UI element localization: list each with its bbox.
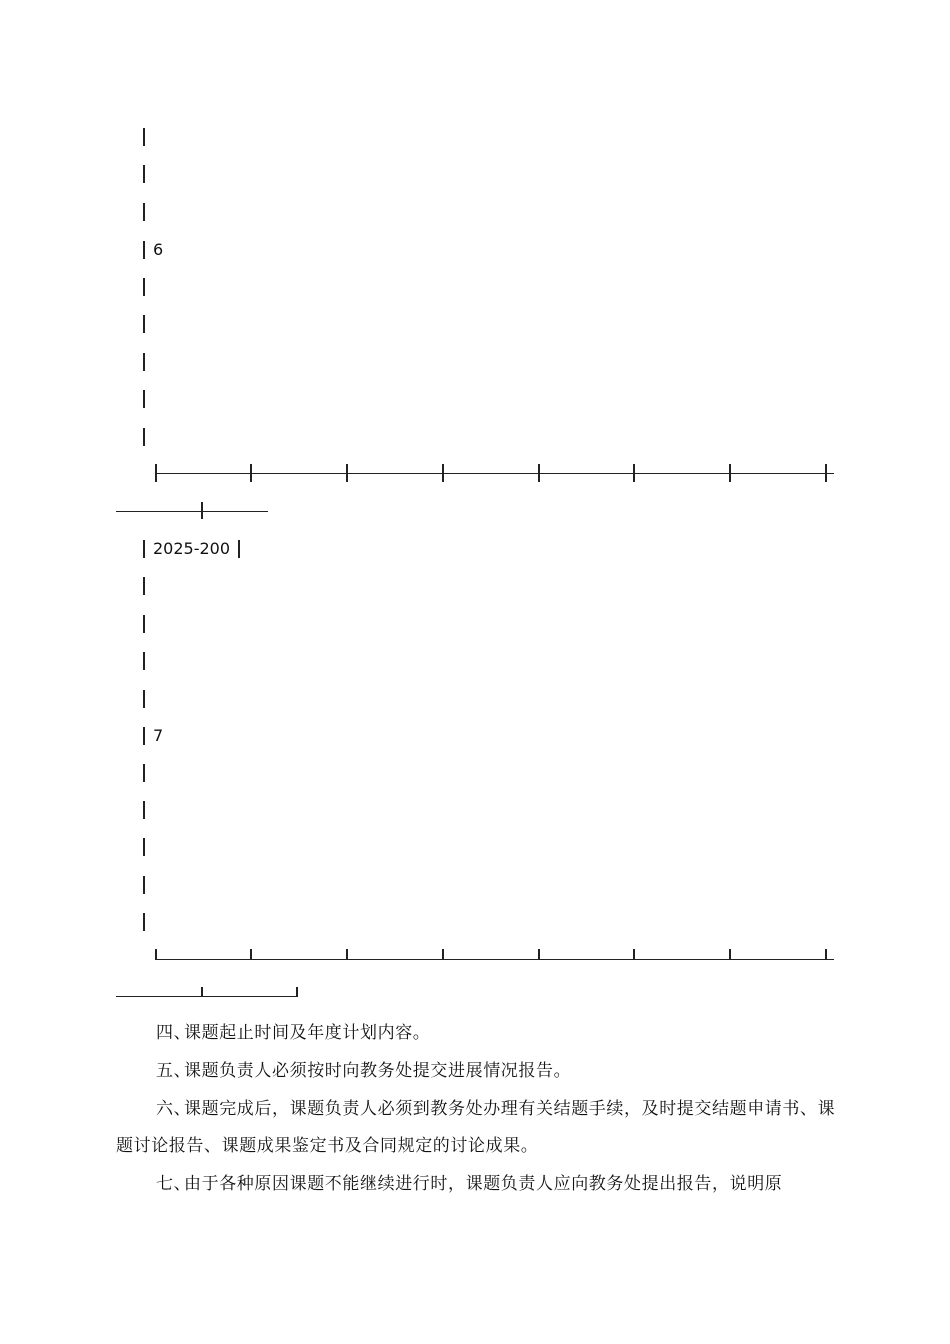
table-left-border — [143, 838, 145, 856]
table-left-border — [143, 652, 145, 670]
column-tick — [825, 464, 827, 482]
table-left-border — [143, 876, 145, 894]
column-tick — [442, 464, 444, 482]
table-row-divider — [155, 473, 834, 474]
table-left-border — [143, 540, 145, 558]
row-number-6: 6 — [153, 240, 164, 259]
column-tick — [155, 464, 157, 482]
column-tick — [825, 949, 827, 960]
table-cell-border — [238, 540, 240, 558]
paragraph-marker: 六、 — [156, 1099, 192, 1119]
table-bottom-border — [116, 996, 298, 997]
table-row-divider — [116, 511, 268, 512]
column-tick — [538, 949, 540, 960]
table-left-border — [143, 165, 145, 183]
date-range-cell: 2025-200 — [153, 539, 231, 558]
paragraph-text: 由于各种原因课题不能继续进行时，课题负责人应向教务处提出报告，说明原 — [184, 1174, 783, 1194]
column-tick — [633, 949, 635, 960]
paragraph-text: 课题完成后，课题负责人必须到教务处办理有关结题手续，及时提交结题申请书、课题讨论报告、课题成果鉴定书及合同规定的讨论成果。 — [116, 1099, 836, 1156]
paragraph-4 — [116, 1015, 836, 1052]
column-tick — [250, 949, 252, 960]
table-left-border — [143, 690, 145, 708]
paragraph-marker: 七、 — [156, 1174, 192, 1194]
column-tick — [346, 464, 348, 482]
column-tick — [538, 464, 540, 482]
row-number-7: 7 — [153, 726, 164, 745]
column-tick — [633, 464, 635, 482]
table-left-border — [143, 764, 145, 782]
column-tick — [296, 987, 298, 997]
paragraph-text: 课题负责人必须按时向教务处提交进展情况报告。 — [184, 1061, 572, 1081]
table-bottom-border — [155, 959, 834, 960]
column-tick — [442, 949, 444, 960]
table-left-border — [143, 278, 145, 296]
table-left-border — [143, 128, 145, 146]
table-left-border — [143, 353, 145, 371]
paragraph-6 — [116, 1091, 836, 1165]
table-left-border — [143, 615, 145, 633]
column-tick — [201, 987, 203, 997]
column-tick — [201, 502, 203, 519]
table-left-border — [143, 203, 145, 221]
column-tick — [250, 464, 252, 482]
column-tick — [729, 464, 731, 482]
column-tick — [729, 949, 731, 960]
table-left-border — [143, 390, 145, 408]
paragraph-marker: 五、 — [156, 1061, 192, 1081]
paragraph-7 — [116, 1166, 836, 1203]
paragraph-5 — [116, 1053, 836, 1090]
paragraph-text: 课题起止时间及年度计划内容。 — [184, 1023, 431, 1043]
table-left-border — [143, 727, 145, 745]
paragraph-marker: 四、 — [156, 1023, 192, 1043]
table-left-border — [143, 577, 145, 595]
table-left-border — [143, 241, 145, 259]
table-left-border — [143, 801, 145, 819]
table-left-border — [143, 315, 145, 333]
column-tick — [155, 949, 157, 960]
table-left-border — [143, 913, 145, 931]
table-left-border — [143, 428, 145, 446]
column-tick — [346, 949, 348, 960]
